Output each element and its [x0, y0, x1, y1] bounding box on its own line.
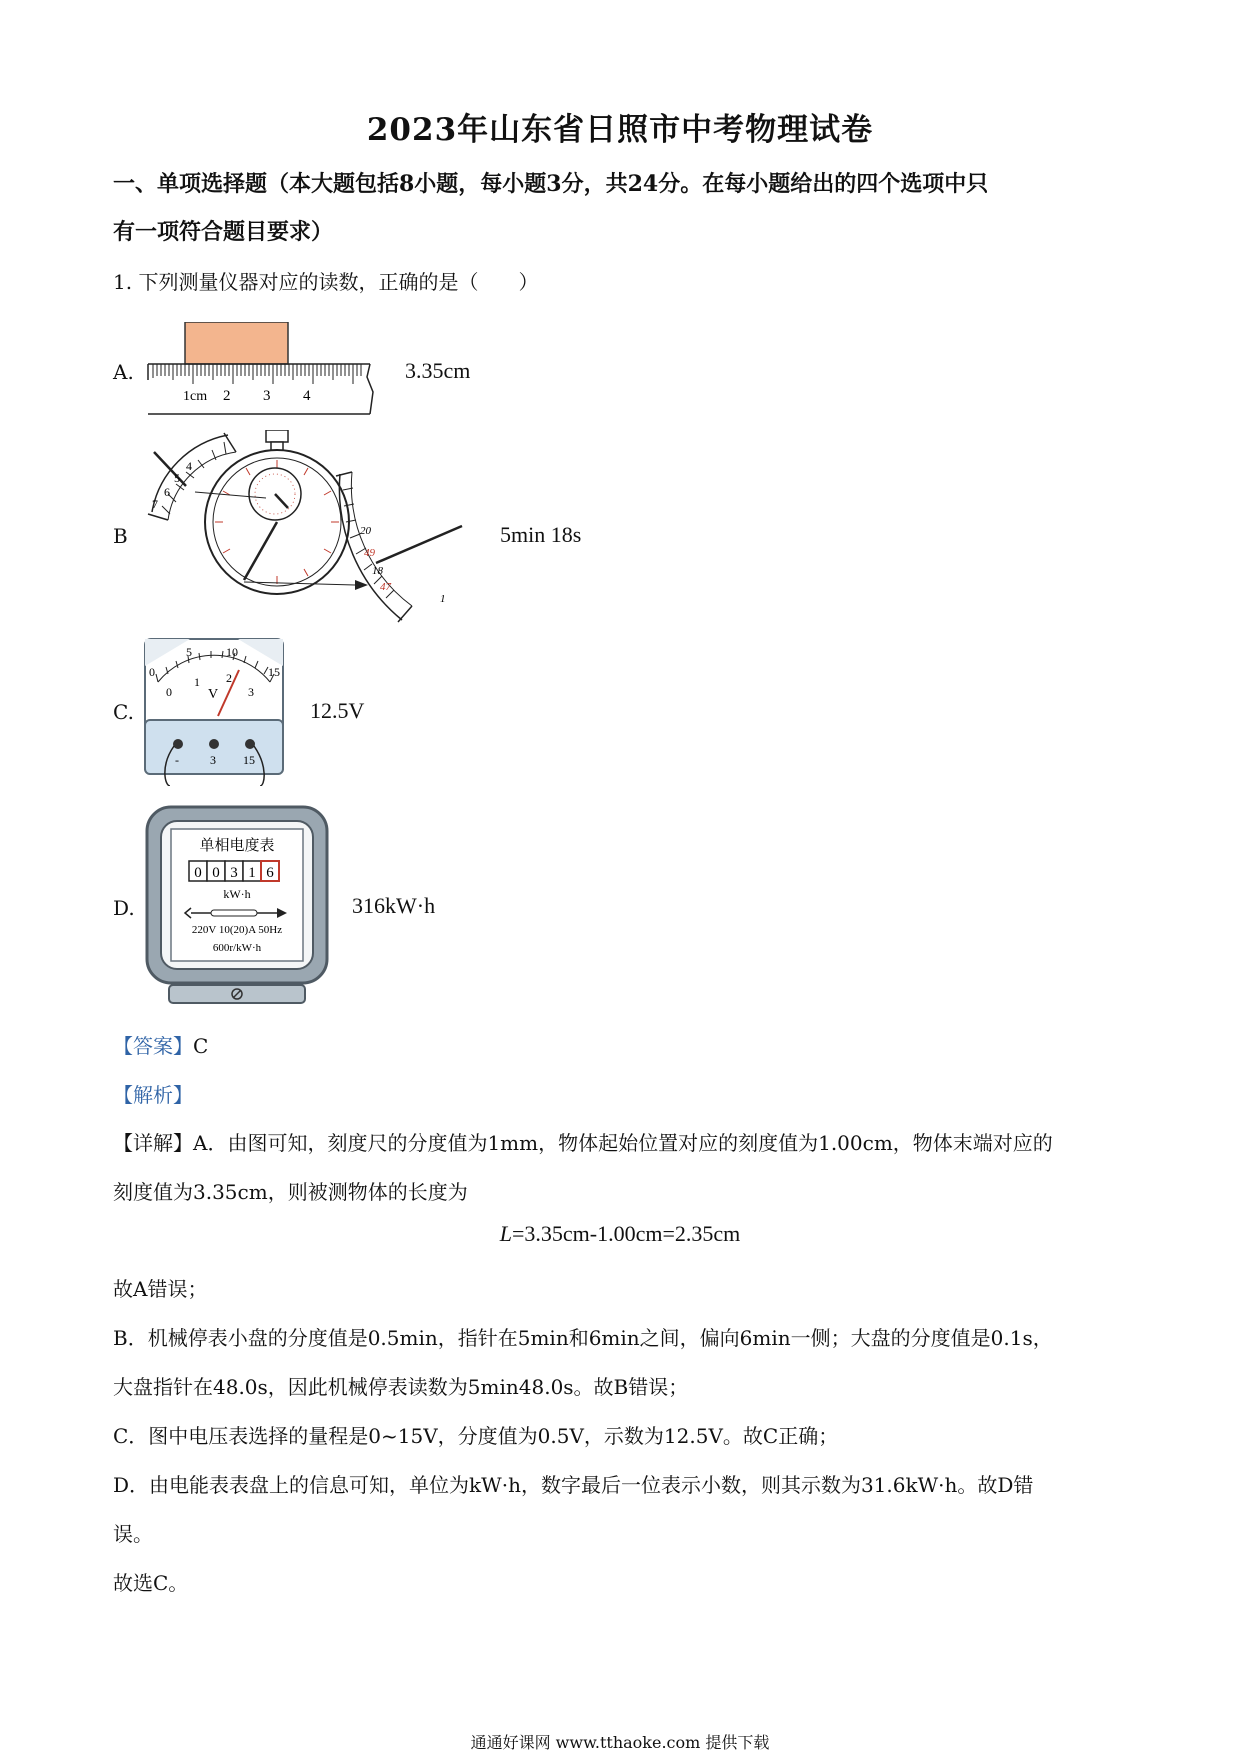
voltmeter-figure: [140, 636, 290, 786]
meter-digit-2: 0: [212, 865, 220, 881]
big-dial-label-20: 20: [360, 525, 371, 537]
detail-b-line2: 大盘指针在48.0s，因此机械停表读数为5min48.0s。故B错误；: [113, 1375, 689, 1399]
detail-a-conclusion: 故A错误；: [113, 1277, 208, 1301]
voltmeter-lower-1: 1: [194, 675, 200, 689]
voltmeter-upper-5: 5: [186, 645, 192, 659]
option-a-letter: A.: [113, 360, 134, 384]
detail-c-line: C．图中电压表选择的量程是0~15V，分度值为0.5V，示数为12.5V。故C正确；: [113, 1424, 839, 1448]
formula-variable: L: [499, 1221, 512, 1246]
voltmeter-upper-15: 15: [268, 665, 280, 679]
voltmeter-lower-0: 0: [166, 685, 172, 699]
small-dial-label-6: 6: [164, 485, 170, 499]
ruler-label-2: 2: [223, 388, 231, 404]
final-choice: 故选C。: [113, 1571, 189, 1595]
voltmeter-lower-3: 3: [248, 685, 254, 699]
analysis-label: 【解析】: [113, 1083, 193, 1107]
small-dial-label-4: 4: [186, 459, 192, 473]
big-dial-label-18: 18: [372, 565, 383, 577]
meter-digit-1: 0: [194, 865, 202, 881]
option-b-letter: B: [113, 524, 128, 548]
option-b-value: 5min 18s: [500, 522, 582, 547]
terminal-15: 15: [243, 753, 255, 767]
voltmeter-upper-10: 10: [226, 645, 238, 659]
small-dial-label-7: 7: [152, 497, 158, 511]
section-heading-line1: 一、单项选择题（本大题包括8小题，每小题3分，共24分。在每小题给出的四个选项中只: [113, 171, 989, 197]
detail-d-line2: 误。: [113, 1522, 153, 1546]
detail-d-line1: D．由电能表表盘上的信息可知，单位为kW·h，数字最后一位表示小数，则其示数为31.6kW·h。故D错: [113, 1473, 1034, 1497]
detail-b-line1: B．机械停表小盘的分度值是0.5min，指针在5min和6min之间，偏向6min一侧；大盘的分度值是0.1s，: [113, 1326, 1053, 1350]
meter-unit: kW·h: [223, 887, 251, 901]
option-c-value: 12.5V: [310, 698, 365, 723]
answer-value: C: [193, 1034, 209, 1058]
answer-label: 【答案】: [113, 1034, 193, 1058]
terminal-3: 3: [210, 753, 216, 767]
ruler-label-4: 4: [303, 388, 311, 404]
stopwatch-figure: [140, 430, 470, 630]
option-d-letter: D.: [113, 896, 135, 920]
question-stem: 1. 下列测量仪器对应的读数，正确的是（ ）: [113, 270, 539, 294]
meter-rate: 600r/kW·h: [212, 942, 262, 954]
ruler-figure: [145, 322, 385, 422]
option-d-value: 316kW·h: [352, 893, 436, 918]
formula-expression: =3.35cm-1.00cm=2.35cm: [511, 1221, 741, 1246]
measured-block: [185, 322, 288, 364]
terminal-negative: -: [175, 753, 179, 767]
meter-digit-5: 6: [266, 865, 274, 881]
small-dial-label-5: 5: [174, 471, 180, 485]
voltmeter-upper-0: 0: [149, 665, 155, 679]
detail-label: 【详解】: [113, 1131, 193, 1155]
big-dial-label-47: 47: [380, 581, 391, 593]
detail-a-line1: [113, 1119, 1143, 1168]
ruler-label-1cm: 1cm: [183, 389, 208, 404]
voltmeter-lower-2: 2: [226, 671, 232, 685]
big-dial-label-1: 1: [440, 593, 446, 605]
meter-title: 单相电度表: [199, 836, 275, 854]
answer-line: [113, 1022, 1143, 1071]
page-title: 2023年山东省日照市中考物理试卷: [366, 112, 874, 148]
energy-meter-figure: [145, 805, 330, 1005]
big-dial-label-49: 49: [364, 547, 375, 559]
detail-a-line2: 刻度值为3.35cm，则被测物体的长度为: [113, 1180, 468, 1204]
meter-digit-3: 3: [230, 865, 238, 881]
section-heading-line2: 有一项符合题目要求）: [113, 219, 334, 245]
meter-spec: 220V 10(20)A 50Hz: [191, 924, 283, 936]
detail-a-text1: A．由图可知，刻度尺的分度值为1mm，物体起始位置对应的刻度值为1.00cm，物体末端对应的: [193, 1131, 1053, 1155]
meter-digit-4: 1: [248, 865, 256, 881]
footer-source: 通通好课网 www.tthaoke.com 提供下载: [470, 1733, 770, 1752]
voltmeter-unit-symbol: V: [208, 687, 219, 702]
length-formula: [0, 1221, 1240, 1247]
option-a-value: 3.35cm: [405, 358, 471, 383]
analysis-line: [113, 1071, 1143, 1120]
ruler-label-3: 3: [263, 388, 271, 404]
option-c-letter: C.: [113, 700, 134, 724]
